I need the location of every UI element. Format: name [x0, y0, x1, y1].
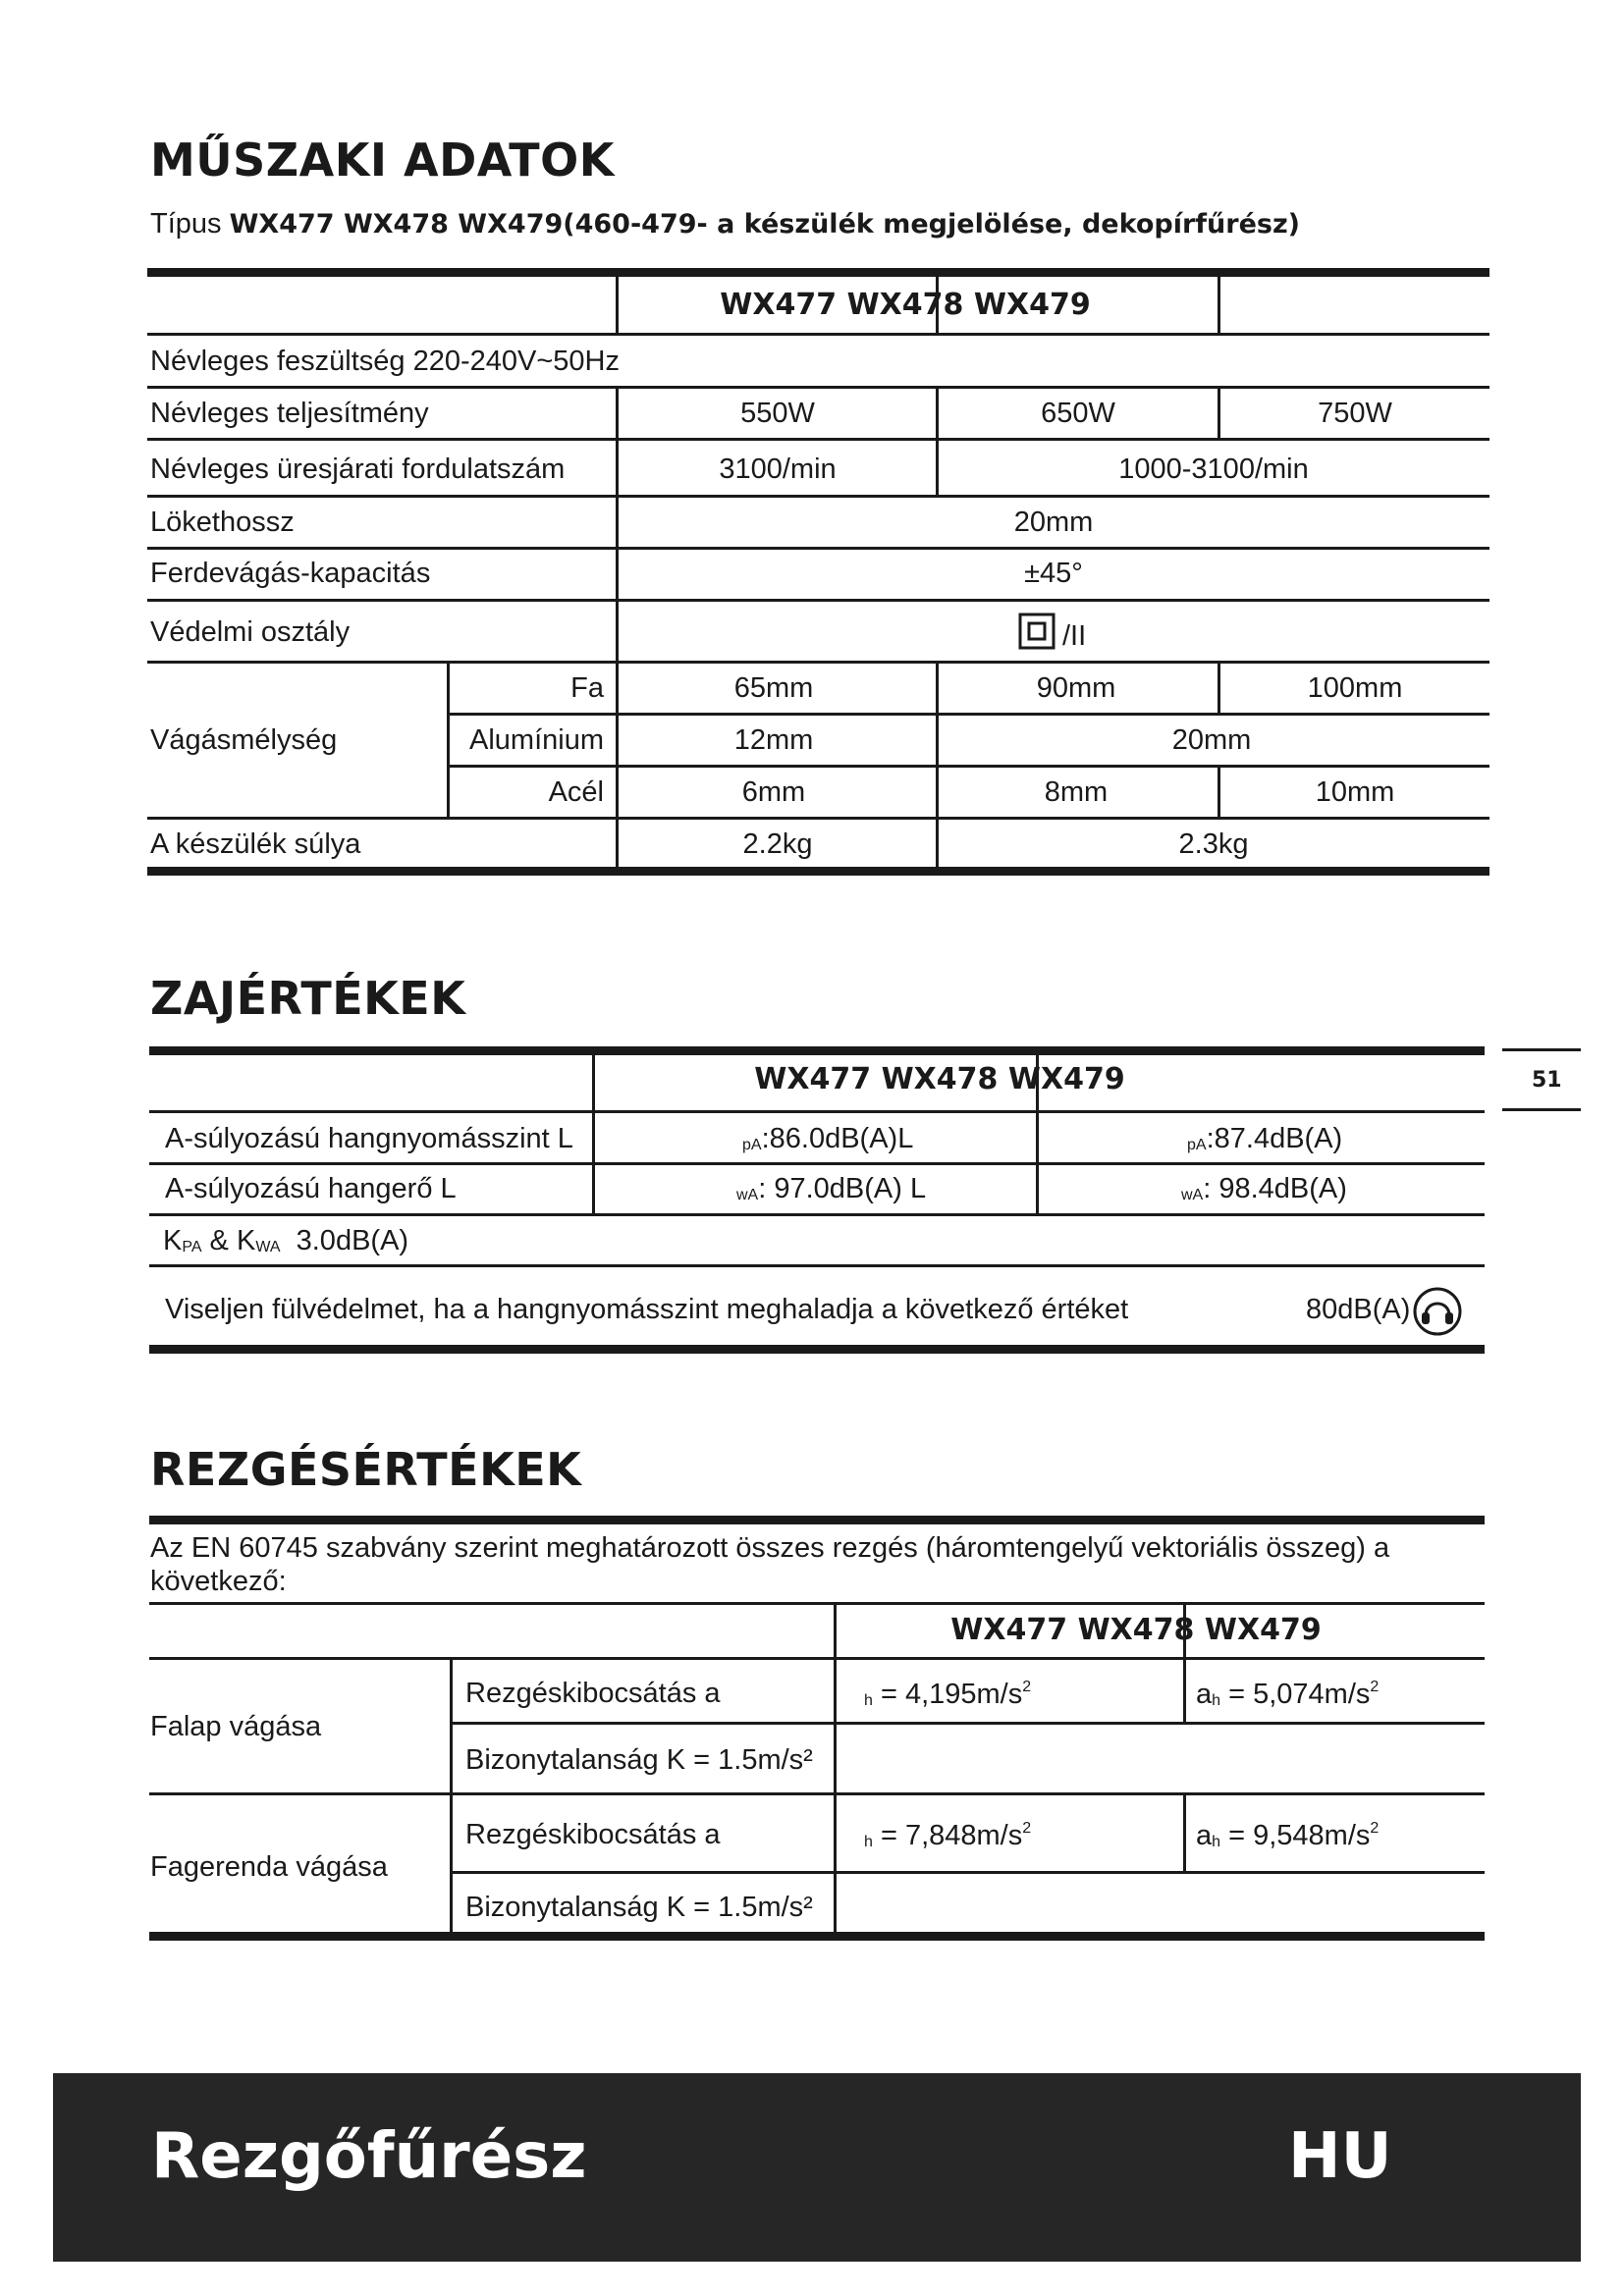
wall-label: Falap vágása — [150, 1711, 322, 1742]
tech-section-title: MŰSZAKI ADATOK — [150, 133, 615, 187]
weight-value-1: 2.2kg — [742, 828, 813, 860]
power-value-3: 750W — [1318, 398, 1392, 429]
alu-value-2: 20mm — [1171, 724, 1252, 756]
wood-label: Fa — [570, 672, 604, 704]
protection-label: Védelmi osztály — [150, 616, 351, 648]
wall-uncertainty-label: Bizonytalanság K = 1.5m/s² — [465, 1744, 813, 1776]
ear-protection-text: Viseljen fülvédelmet, ha a hangnyomásszint meghaladja a következő értéket — [165, 1294, 1129, 1325]
vibration-section-title: REZGÉSÉRTÉKEK — [150, 1443, 582, 1496]
wall-emission-label: Rezgéskibocsátás a — [465, 1678, 721, 1709]
wood-value-1: 65mm — [733, 672, 814, 704]
alu-value-1: 12mm — [733, 724, 814, 756]
footer-title: Rezgőfűrész — [151, 2120, 587, 2193]
ear-protection-value: 80dB(A) — [1306, 1294, 1411, 1325]
vibration-intro: Az EN 60745 szabvány szerint meghatározott összes rezgés (háromtengelyű vektoriális összeg) a következő: — [150, 1532, 1390, 1597]
steel-value-3: 10mm — [1315, 776, 1395, 808]
vibration-header-models: WX477 WX478 WX479 — [950, 1613, 1322, 1647]
noise-power-value-2: $_{wA}$: 98.4dB(A) — [1181, 1173, 1347, 1204]
noise-power-label: A-súlyozású hangerő L — [165, 1173, 457, 1204]
noise-pressure-value-1: $_{pA}$:86.0dB(A)L — [742, 1123, 914, 1154]
alu-label: Alumínium — [469, 724, 604, 756]
page-number: 51 — [1532, 1068, 1562, 1093]
stroke-label: Lökethossz — [150, 507, 295, 538]
bevel-label: Ferdevágás-kapacitás — [150, 558, 431, 589]
pa-subscript: pA — [742, 1137, 762, 1153]
noise-k-value: $K_{PA}$ & $K_{WA}$ 3.0dB(A) — [163, 1225, 409, 1256]
speed-value-1: 3100/min — [719, 454, 837, 485]
footer-language: HU — [1288, 2120, 1392, 2193]
noise-power-value-1: $_{wA}$: 97.0dB(A) L — [736, 1173, 927, 1204]
voltage-label: Névleges feszültség 220-240V~50Hz — [150, 346, 620, 377]
beam-label: Fagerenda vágása — [150, 1851, 388, 1883]
noise-section-title: ZAJÉRTÉKEK — [150, 972, 466, 1025]
ear-protection-icon — [1412, 1286, 1463, 1342]
noise-pressure-value-2: $_{pA}$:87.4dB(A) — [1187, 1123, 1343, 1154]
steel-label: Acél — [548, 776, 604, 808]
beam-uncertainty-label: Bizonytalanság K = 1.5m/s² — [465, 1892, 813, 1923]
double-insulation-icon — [1018, 613, 1056, 655]
wall-value-2: $a_h = 5,074m/s^2$ — [1196, 1679, 1380, 1710]
type-models: WX477 WX478 WX479(460-479- a készülék megjelölése, dekopírfűrész) — [229, 209, 1301, 240]
noise-header-models: WX477 WX478 WX479 — [754, 1062, 1125, 1096]
wa-subscript: wA — [1181, 1187, 1204, 1203]
speed-label: Névleges üresjárati fordulatszám — [150, 454, 566, 485]
type-line — [150, 208, 1300, 240]
protection-value: /II — [1062, 620, 1087, 652]
weight-label: A készülék súlya — [150, 828, 361, 860]
wood-value-2: 90mm — [1036, 672, 1116, 704]
beam-emission-label: Rezgéskibocsátás a — [465, 1819, 721, 1850]
steel-value-1: 6mm — [741, 776, 806, 808]
footer-bar — [53, 2073, 1581, 2262]
power-value-2: 650W — [1041, 398, 1115, 429]
speed-value-2: 1000-3100/min — [1118, 454, 1309, 485]
beam-value-1: $_h = 7,848m/s^2$ — [864, 1820, 1032, 1851]
steel-value-2: 8mm — [1044, 776, 1109, 808]
wa-subscript: wA — [736, 1187, 759, 1203]
pa-subscript: pA — [1187, 1137, 1207, 1153]
beam-value-2: $a_h = 9,548m/s^2$ — [1196, 1820, 1380, 1851]
power-label: Névleges teljesítmény — [150, 398, 429, 429]
power-value-1: 550W — [740, 398, 815, 429]
bevel-value: ±45° — [1024, 558, 1083, 589]
type-prefix: Típus — [150, 208, 222, 240]
tech-header-models: WX477 WX478 WX479 — [720, 288, 1091, 322]
stroke-value: 20mm — [1013, 507, 1094, 538]
wall-value-1: $_h = 4,195m/s^2$ — [864, 1679, 1032, 1710]
weight-value-2: 2.3kg — [1178, 828, 1249, 860]
noise-pressure-label: A-súlyozású hangnyomásszint L — [165, 1123, 573, 1154]
wood-value-3: 100mm — [1307, 672, 1403, 704]
depth-label: Vágásmélység — [150, 724, 338, 756]
